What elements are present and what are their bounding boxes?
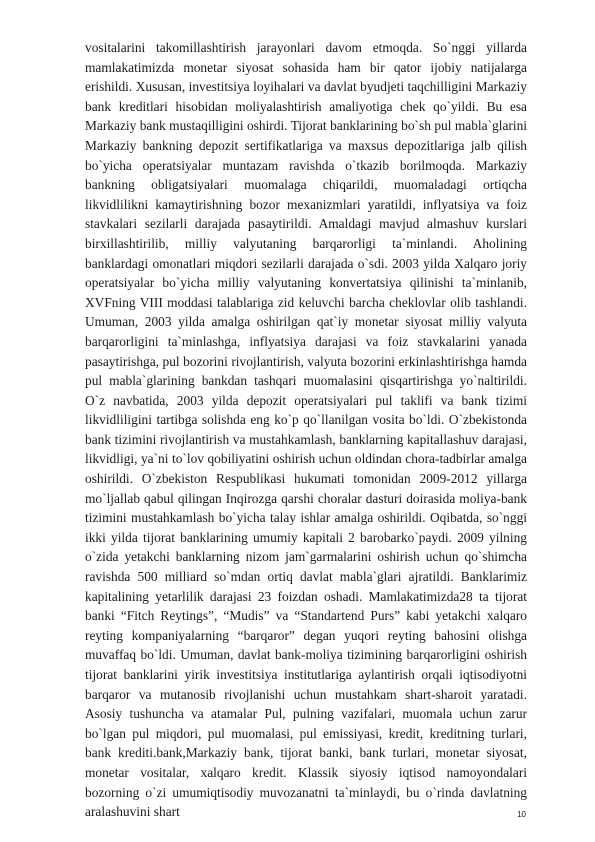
page-number: 10 [517, 810, 526, 819]
body-paragraph: vositalarini takomillashtirish jarayonlari davom etmoqda. So`nggi yillarda mamlakatimizda monetar siyosat sohasida ham bir qator ijobiy natijalarga erishildi. Xususan, investitsiya loyihalari va davlat byudjeti taqchilligini Markaziy bank kreditlari hisobidan moliyalashtirish amaliyotiga chek qo`yildi. Bu esa Markaziy bank mustaqilligini oshirdi. Tijorat banklarining bo`sh pul mabla`glarini Markaziy bankning depozit sertifikatlariga va maxsus depozitlariga jalb qilish bo`yicha operatsiyalar muntazam ravishda o`tkazib borilmoqda. Markaziy bankning obligatsiyalari muomalaga chiqarildi, muomaladagi ortiqcha likvidlilikni kamaytirishning bozor mexanizmlari yaratildi, inflyatsiya va foiz stavkalari sezilarli darajada pasaytirildi. Amaldagi mavjud almashuv kurslari birxillashtirilib, milliy valyutaning barqarorligi ta`minlandi. Aholining banklardagi omonatlari miqdori sezilarli darajada o`sdi. 2003 yilda Xalqaro joriy operatsiyalar bo`yicha milliy valyutaning konvertatsiya qilinishi ta`minlanib, XVFning VIII moddasi talablariga zid keluvchi barcha cheklovlar olib tashlandi. Umuman, 2003 yilda amalga oshirilgan qat`iy monetar siyosat milliy valyuta barqarorligini ta`minlashga, inflyatsiya darajasi va foiz stavkalarini yanada pasaytirishga, pul bozorini rivojlantirish, valyuta bozorini erkinlashtirishga hamda pul mabla`glarining bankdan tashqari muomalasini qisqartirishga yo`naltirildi. O`z navbatida, 2003 yilda depozit operatsiyalari pul taklifi va bank tizimi likvidliligini tartibga solishda eng ko`p qo`llanilgan vosita bo`ldi. O`zbekistonda bank tizimini rivojlantirish va mustahkamlash, banklarning kapitallashuv darajasi, likvidligi, ya`ni to`lov qobiliyatini oshirish uchun oldindan chora-tadbirlar amalga oshirildi. O`zbekiston Respublikasi hukumati tomonidan 2009-2012 yillarga mo`ljallab qabul qilingan Inqirozga qarshi choralar dasturi doirasida moliya-bank tizimini mustahkamlash bo`yicha talay ishlar amalga oshirildi. Oqibatda, so`nggi ikki yilda tijorat banklarining umumiy kapitali 2 barobarko`paydi. 2009 yilning o`zida yetakchi banklarning nizom jam`garmalarini oshirish uchun qo`shimcha ravishda 500 milliard so`mdan ortiq davlat mabla`glari ajratildi. Banklarimiz kapitalining yetarlilik darajasi 23 foizdan oshadi. Mamlakatimizda28 ta tijorat banki “Fitch Reytings”, “Mudis” va “Standartend Purs” kabi yetakchi xalqaro reyting kompaniyalarning “barqaror” degan yuqori reyting bahosini olishga muvaffaq bo`ldi. Umuman, davlat bank-moliya tizimining barqarorligini oshirish tijorat banklarini yirik investitsiya institutlariga aylantirish orqali iqtisodiyotni barqaror va mutanosib rivojlanishi uchun mustahkam shart-sharoit yaratadi. Asosiy tushuncha va atamalar Pul, pulning vazifalari, muomala uchun zarur bo`lgan pul miqdori, pul muomalasi, pul emissiyasi, kredit, kreditning turlari, bank krediti.bank,Markaziy bank, tijorat banki, bank turlari, monetar siyosat, monetar vositalar, xalqaro kredit. Klassik siyosiy iqtisod namoyondalari bozorning o`zi umumiqtisodiy muvozanatni ta`minlaydi, bu o`rinda davlatning aralashuvini shart [85, 40, 527, 820]
